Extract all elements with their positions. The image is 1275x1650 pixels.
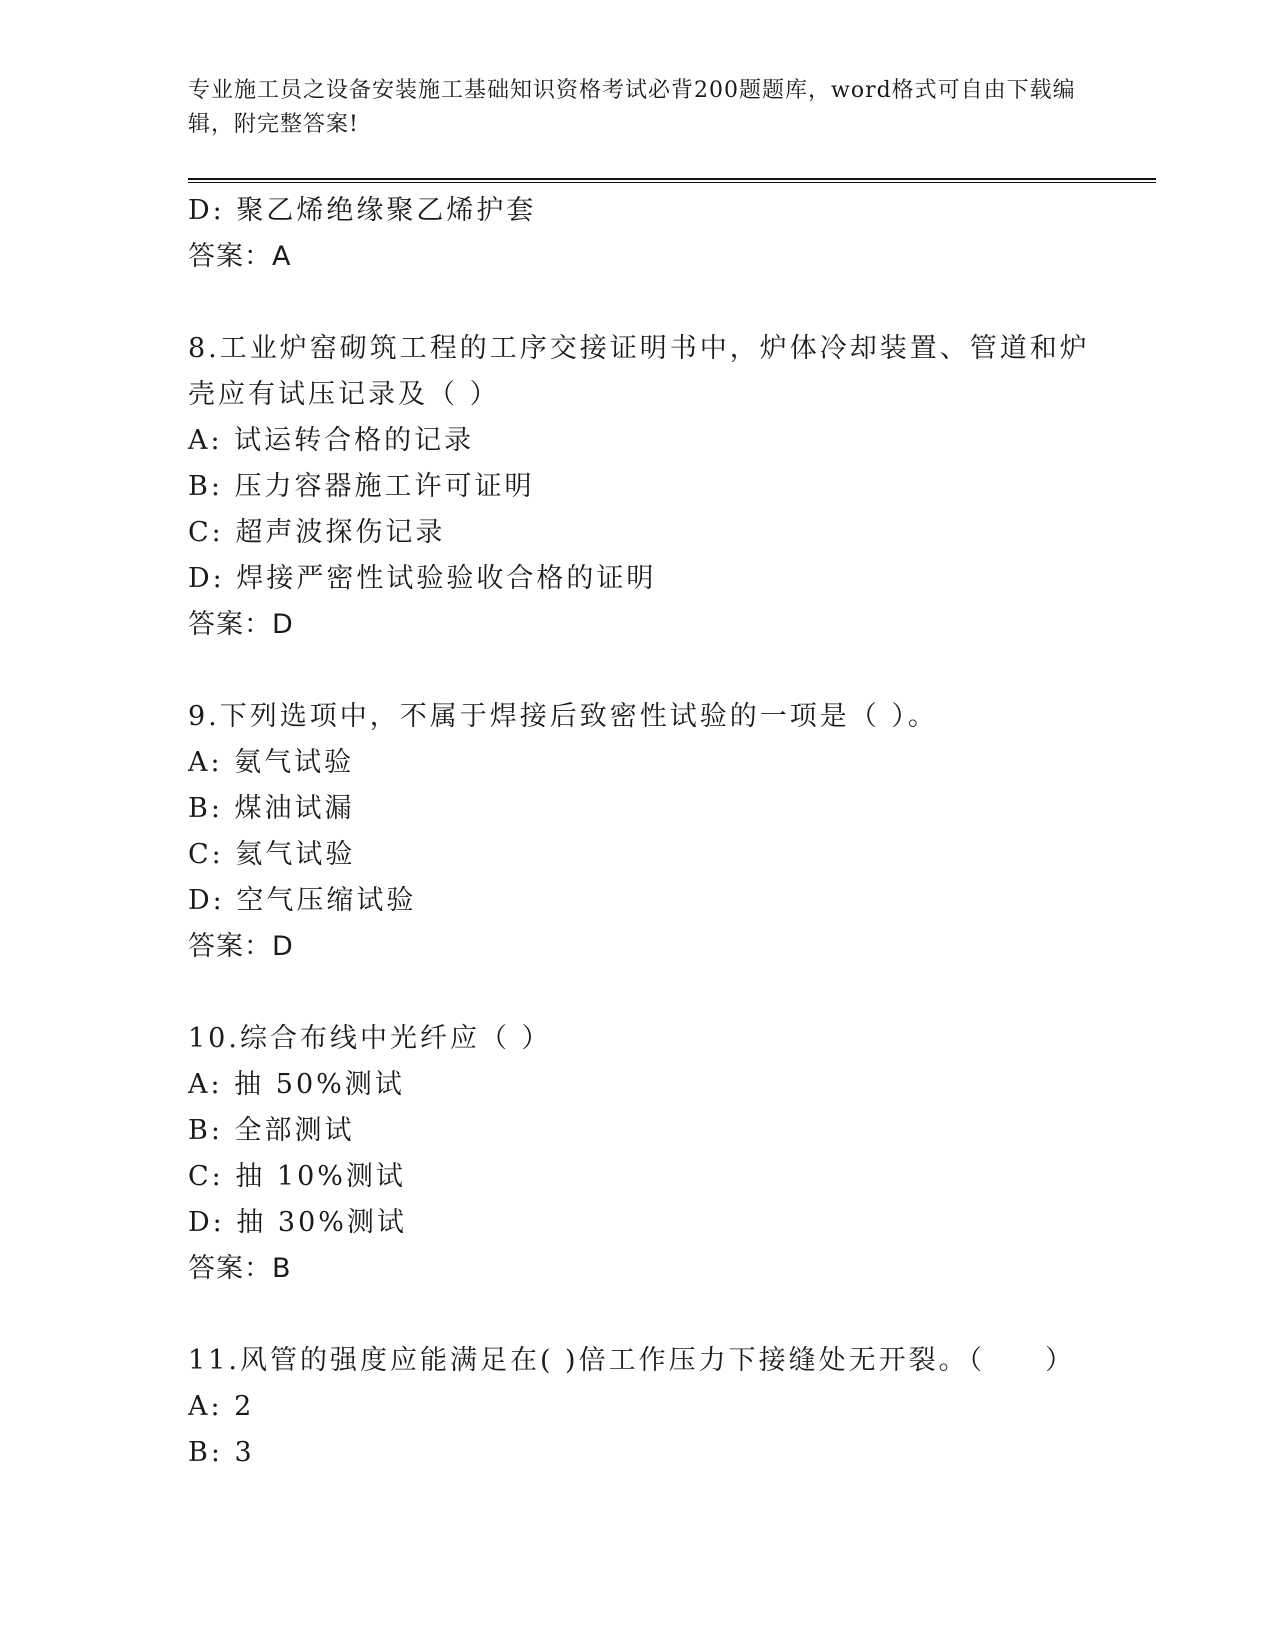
option-b: B: 3	[188, 1437, 255, 1468]
document-body	[188, 188, 1156, 1476]
option-d: D: 聚乙烯绝缘聚乙烯护套	[188, 195, 537, 226]
question-stem: 11.风管的强度应能满足在( )倍工作压力下接缝处无开裂。（ ）	[188, 1345, 1076, 1376]
option-b: B: 压力容器施工许可证明	[188, 471, 535, 502]
question-spacer	[188, 280, 1156, 326]
option-d: D: 空气压缩试验	[188, 885, 417, 916]
option-b: B: 全部测试	[188, 1115, 355, 1146]
question-block-10	[188, 1016, 1156, 1292]
question-stem-continued: 壳应有试压记录及（ ）	[188, 379, 500, 410]
question-spacer	[188, 648, 1156, 694]
option-b: B: 煤油试漏	[188, 793, 355, 824]
document-header: 专业施工员之设备安装施工基础知识资格考试必背200题题库，word格式可自由下载编辑，附完整答案!	[188, 78, 1076, 137]
question-block-11	[188, 1338, 1156, 1476]
option-d: D: 抽 30%测试	[188, 1207, 407, 1238]
question-stem: 8.工业炉窑砌筑工程的工序交接证明书中，炉体冷却装置、管道和炉	[188, 333, 1090, 364]
option-a: A: 抽 50%测试	[188, 1069, 405, 1100]
question-block-9	[188, 694, 1156, 970]
answer-line: 答案：D	[188, 931, 294, 962]
question-stem: 9.下列选项中，不属于焊接后致密性试验的一项是（ ）。	[188, 701, 938, 732]
question-block-8	[188, 326, 1156, 648]
answer-line: 答案：A	[188, 241, 292, 272]
option-a: A: 2	[188, 1391, 255, 1422]
option-c: C: 超声波探伤记录	[188, 517, 446, 548]
answer-line: 答案：B	[188, 1253, 292, 1284]
question-stem: 10.综合布线中光纤应（ ）	[188, 1023, 552, 1054]
option-a: A: 氨气试验	[188, 747, 355, 778]
answer-line: 答案：D	[188, 609, 294, 640]
header-divider	[188, 178, 1156, 183]
option-a: A: 试运转合格的记录	[188, 425, 475, 456]
option-d: D: 焊接严密性试验验收合格的证明	[188, 563, 657, 594]
option-c: C: 抽 10%测试	[188, 1161, 406, 1192]
question-spacer	[188, 1292, 1156, 1338]
option-c: C: 氦气试验	[188, 839, 356, 870]
question-spacer	[188, 970, 1156, 1016]
